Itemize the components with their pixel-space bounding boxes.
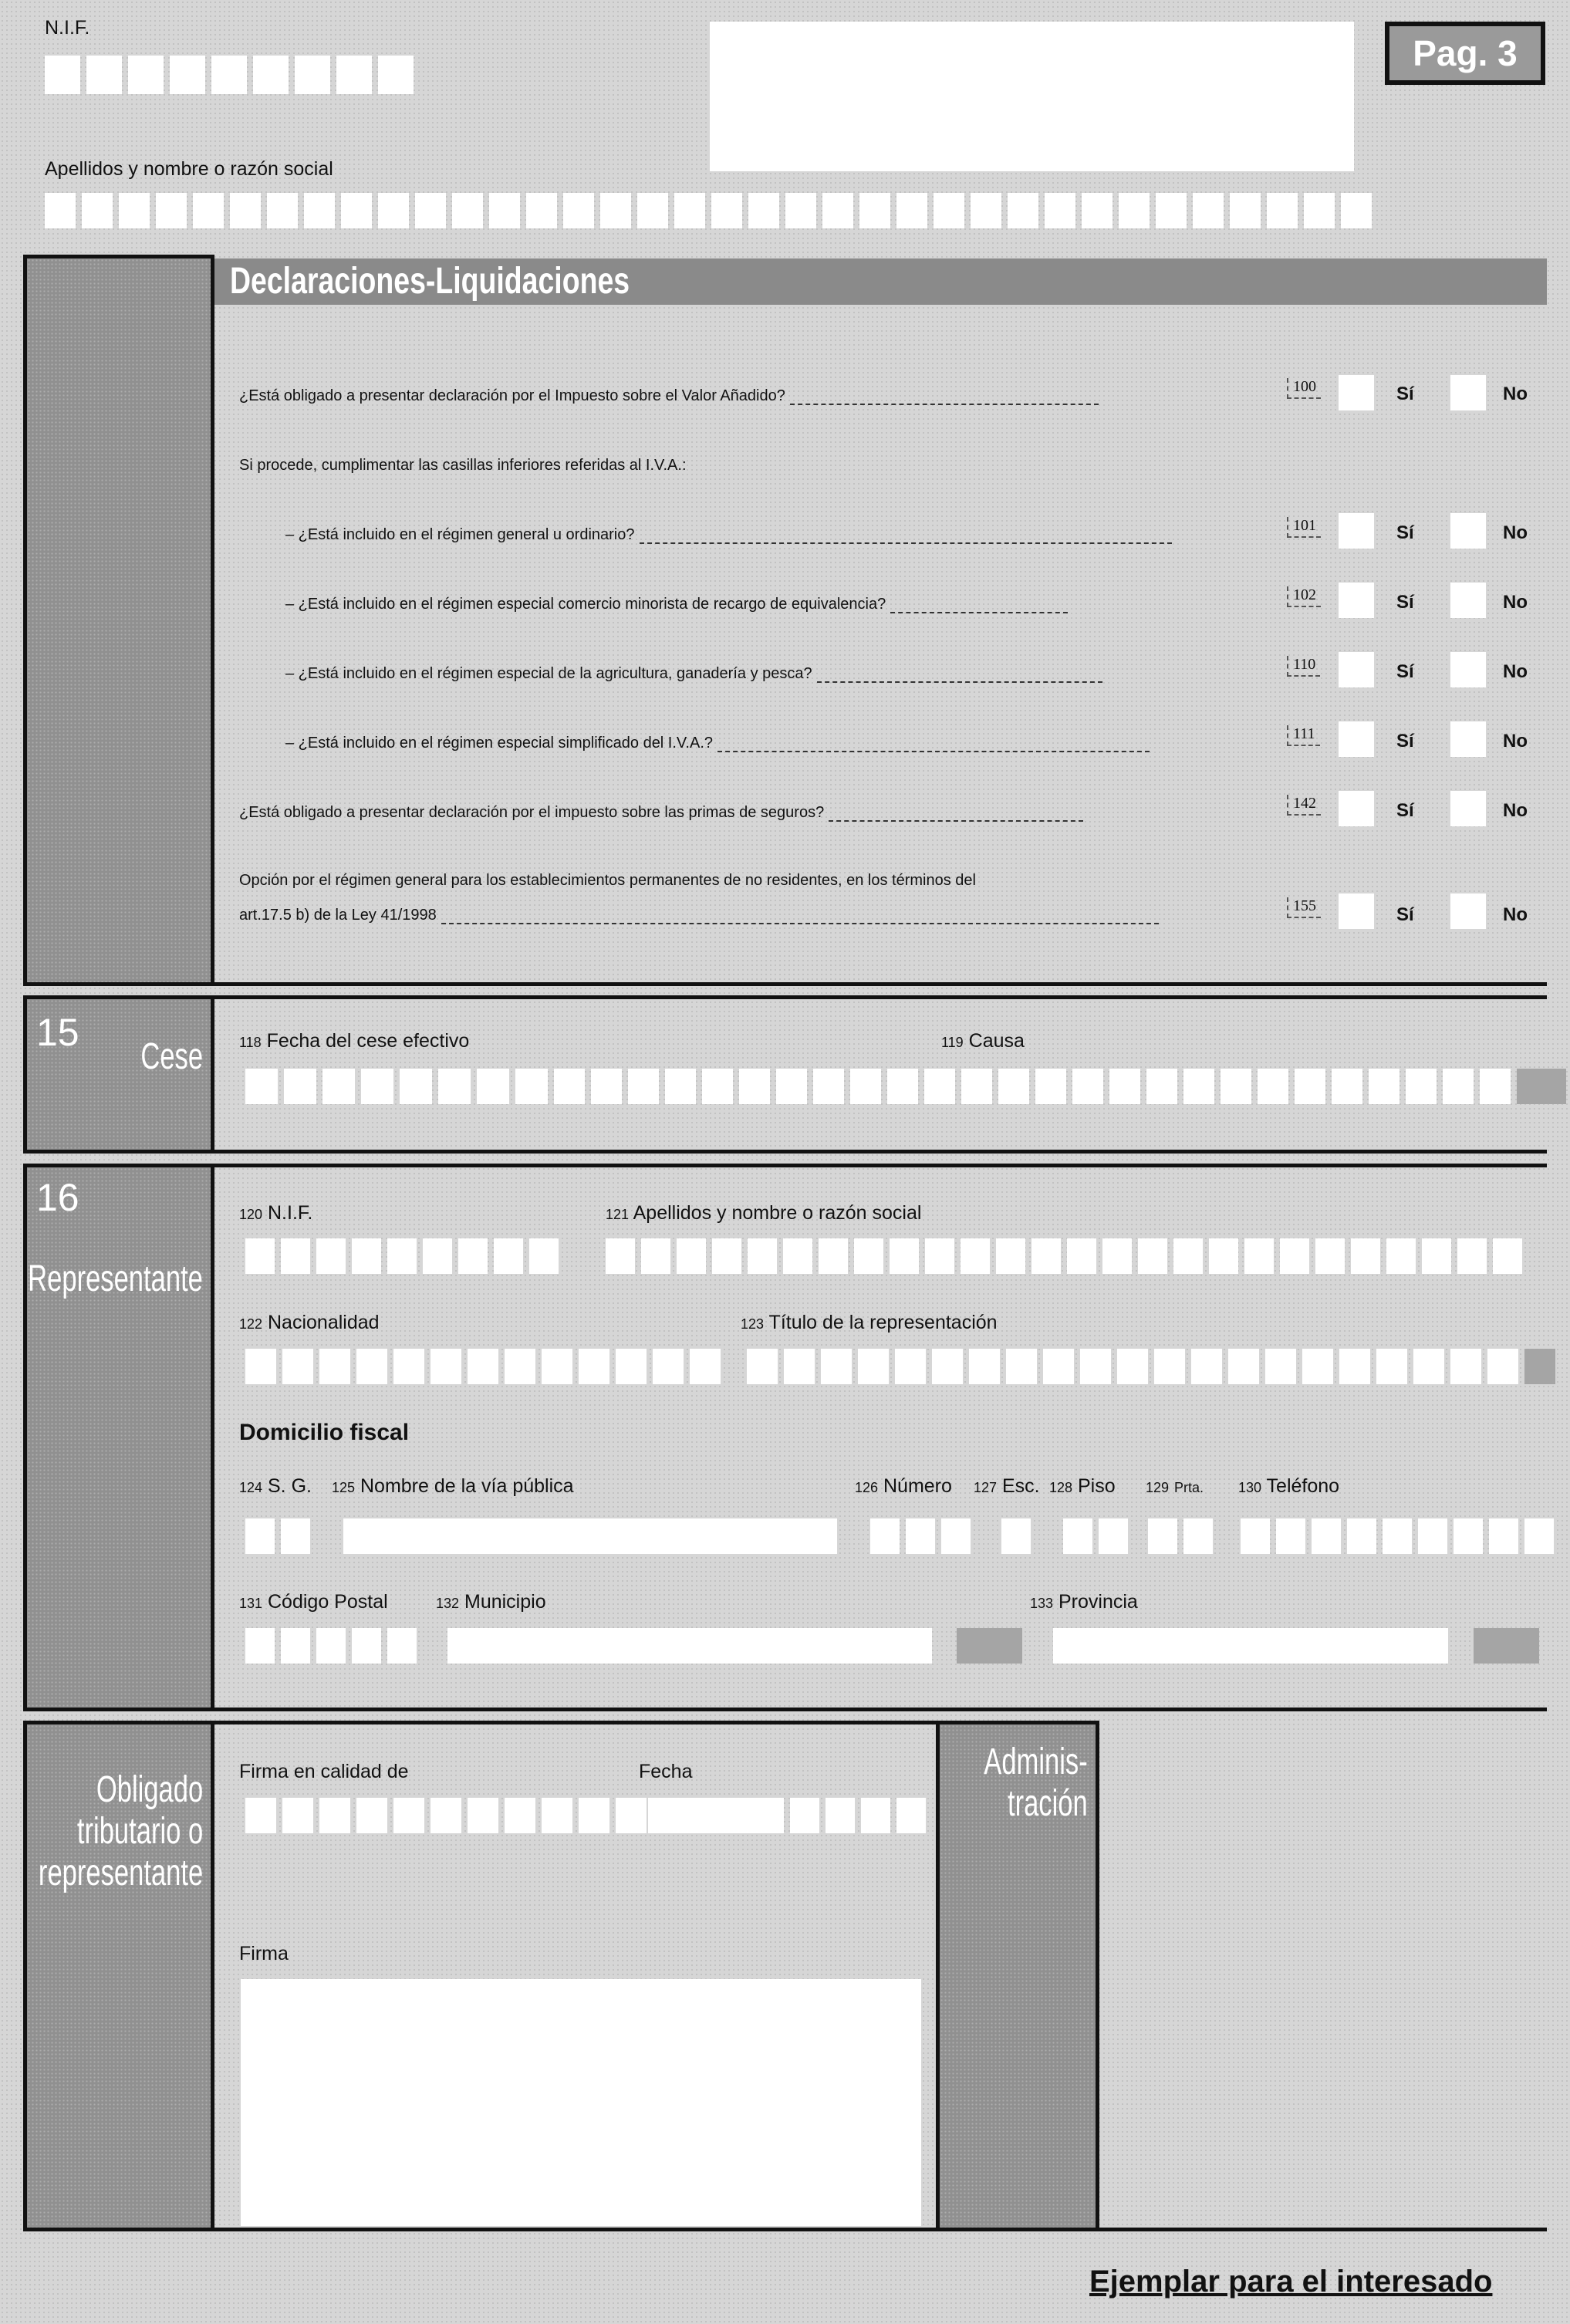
rep-nac-label [239,1312,380,1334]
no-label-102: No [1503,592,1528,613]
rep-piso-text: Piso [1078,1475,1116,1497]
administracion-title-l2: tración [1008,1783,1088,1824]
firma-side-title-l1: Obligado [96,1769,203,1810]
no-label-142: No [1503,800,1528,821]
code-111: 111 [1287,725,1320,746]
rep-via-label [332,1475,574,1498]
checkbox-110-yes[interactable] [1339,652,1374,687]
question-110 [285,665,1102,683]
rep-via-text: Nombre de la vía pública [360,1475,574,1497]
firma-label: Firma [239,1943,289,1964]
rep-mun-grey-box [957,1628,1022,1664]
rep-nif-text: N.I.F. [268,1202,313,1224]
yes-label-111: Sí [1396,731,1414,752]
question-110-text: – ¿Está incluido en el régimen especial de la agricultura, ganadería y pesca? [285,665,812,682]
no-label-101: No [1503,522,1528,543]
name-input-boxes[interactable] [45,193,1372,228]
question-111-text: – ¿Está incluido en el régimen especial simplificado del I.V.A.? [285,735,714,752]
cese-fecha-boxes[interactable] [245,1069,548,1104]
rep-cp-text: Código Postal [268,1591,388,1613]
cese-causa-code: 119 [941,1035,964,1050]
rep-titulo-code: 123 [741,1316,765,1332]
question-142 [239,804,1083,822]
rep-esc-code: 127 [974,1480,998,1495]
firma-side-panel [23,1721,214,2231]
nif-label: N.I.F. [45,17,90,39]
rep-mun-text: Municipio [464,1591,546,1613]
no-label-100: No [1503,383,1528,404]
firma-fecha-boxes[interactable] [648,1798,926,1833]
question-102 [285,596,1068,613]
firma-side-title [39,1769,203,1894]
barcode-label-area [710,22,1354,171]
cese-causa-boxes[interactable] [554,1069,1566,1104]
rep-cp-code: 131 [239,1596,263,1611]
rep-prov-grey-box [1474,1628,1539,1664]
option-155-line2 [239,907,1159,924]
nif-input-boxes[interactable] [45,56,414,94]
question-111 [285,735,1150,752]
firma-calidad-label: Firma en calidad de [239,1761,409,1782]
rep-tel-code: 130 [1238,1480,1262,1495]
question-102-text: – ¿Está incluido en el régimen especial comercio minorista de recargo de equivalencia? [285,596,886,613]
code-100: 100 [1287,378,1321,399]
rep-esc-label [974,1475,1040,1498]
code-142: 142 [1287,795,1321,816]
rep-name-boxes[interactable] [606,1238,1522,1274]
rep-mun-code: 132 [436,1596,460,1611]
rep-cp-boxes[interactable] [245,1628,417,1664]
checkbox-142-no[interactable] [1450,791,1486,826]
rep-prov-text: Provincia [1058,1591,1138,1613]
rep-prov-label [1030,1591,1138,1613]
checkbox-142-yes[interactable] [1339,791,1374,826]
rep-name-label [606,1202,921,1224]
rep-nac-code: 122 [239,1316,263,1332]
rep-nif-boxes[interactable] [245,1238,559,1274]
yes-label-155: Sí [1396,904,1414,925]
rep-esc-text: Esc. [1002,1475,1040,1497]
checkbox-100-yes[interactable] [1339,375,1374,410]
declaraciones-title-text: Declaraciones-Liquidaciones [230,261,630,302]
declaraciones-title [214,258,1547,305]
option-155-line1: Opción por el régimen general para los establecimientos permanentes de no residentes, en los términos del [239,872,976,889]
rep-prta-boxes[interactable] [1148,1518,1213,1554]
domicilio-fiscal-heading: Domicilio fiscal [239,1420,410,1445]
code-102: 102 [1287,586,1321,607]
rep-prta-text: Prta. [1174,1480,1204,1495]
rep-piso-code: 128 [1049,1480,1073,1495]
rep-cp-label [239,1591,388,1613]
yes-label-101: Sí [1396,522,1414,543]
firma-fecha-label: Fecha [639,1761,693,1782]
cese-causa-label [941,1030,1025,1052]
rep-nif-label [239,1202,312,1224]
rep-num-code: 126 [855,1480,879,1495]
checkbox-102-no[interactable] [1450,583,1486,618]
representante-title: Representante [28,1258,203,1299]
rep-sg-code: 124 [239,1480,263,1495]
rep-mun-field[interactable] [447,1628,932,1664]
rep-prta-code: 129 [1146,1480,1170,1495]
rep-tel-label [1238,1475,1339,1498]
no-label-110: No [1503,661,1528,682]
no-label-111: No [1503,731,1528,752]
rep-mun-label [436,1591,546,1613]
rep-tel-text: Teléfono [1266,1475,1340,1497]
question-142-text: ¿Está obligado a presentar declaración por el impuesto sobre las primas de seguros? [239,804,825,821]
rep-titulo-text: Título de la representación [768,1312,998,1333]
signature-box[interactable] [241,1979,921,2226]
checkbox-155-no[interactable] [1450,893,1486,929]
cese-fecha-label [239,1030,469,1052]
name-label: Apellidos y nombre o razón social [45,158,333,180]
checkbox-110-no[interactable] [1450,652,1486,687]
question-101 [285,526,1172,544]
checkbox-101-yes[interactable] [1339,513,1374,549]
rep-prta-label [1146,1475,1204,1498]
declaraciones-side-panel [23,255,214,986]
administracion-panel [936,1721,1099,2231]
checkbox-101-no[interactable] [1450,513,1486,549]
iva-intro: Si procede, cumplimentar las casillas inferiores referidas al I.V.A.: [239,457,687,474]
representante-side-panel [23,1164,214,1711]
rep-sg-boxes[interactable] [245,1518,310,1554]
question-100-text: ¿Está obligado a presentar declaración por el Impuesto sobre el Valor Añadido? [239,387,785,404]
checkbox-100-no[interactable] [1450,375,1486,410]
rep-prov-code: 133 [1030,1596,1054,1611]
rep-piso-label [1049,1475,1116,1498]
checkbox-111-no[interactable] [1450,721,1486,757]
rep-num-text: Número [883,1475,952,1497]
rep-nac-text: Nacionalidad [268,1312,380,1333]
administracion-title-l1: Adminis- [984,1741,1088,1782]
yes-label-102: Sí [1396,592,1414,613]
yes-label-110: Sí [1396,661,1414,682]
code-155: 155 [1287,897,1321,918]
rep-via-code: 125 [332,1480,356,1495]
code-101: 101 [1287,517,1321,538]
rep-prov-field[interactable] [1053,1628,1448,1664]
cese-causa-text: Causa [968,1030,1025,1052]
cese-fecha-code: 118 [239,1035,262,1050]
option-155-line2-text: art.17.5 b) de la Ley 41/1998 [239,907,437,924]
checkbox-111-yes[interactable] [1339,721,1374,757]
rep-esc-boxes[interactable] [1001,1518,1031,1554]
page-number-text: Pag. 3 [1389,26,1541,80]
copy-label: Ejemplar para el interesado [1089,2265,1493,2299]
rep-sg-text: S. G. [268,1475,312,1497]
rep-num-label [855,1475,952,1498]
administracion-title [984,1741,1088,1825]
rep-name-text: Apellidos y nombre o razón social [633,1202,922,1224]
rep-via-field[interactable] [343,1518,837,1554]
question-100 [239,387,1099,405]
cese-number: 15 [36,1011,79,1054]
yes-label-100: Sí [1396,383,1414,404]
firma-side-title-l2: tributario o [76,1811,203,1852]
cese-fecha-text: Fecha del cese efectivo [266,1030,470,1052]
rep-sg-label [239,1475,312,1498]
question-101-text: – ¿Está incluido en el régimen general u ordinario? [285,526,635,543]
checkbox-155-yes[interactable] [1339,893,1374,929]
rep-num-boxes[interactable] [870,1518,971,1554]
rep-tel-boxes[interactable] [1241,1518,1554,1554]
representante-number: 16 [36,1176,79,1219]
checkbox-102-yes[interactable] [1339,583,1374,618]
rep-name-code: 121 [606,1207,630,1222]
page-number-badge [1385,22,1545,85]
rep-nif-code: 120 [239,1207,263,1222]
code-110: 110 [1287,656,1320,677]
cese-title: Cese [140,1036,203,1077]
rep-titulo-boxes[interactable] [747,1349,1555,1384]
rep-nac-boxes[interactable] [245,1349,721,1384]
firma-side-title-l3: representante [38,1853,203,1893]
rep-titulo-label [741,1312,998,1334]
rep-piso-boxes[interactable] [1063,1518,1128,1554]
no-label-155: No [1503,904,1528,925]
yes-label-142: Sí [1396,800,1414,821]
cese-side-panel [23,995,214,1154]
footer-rule [1099,2228,1547,2231]
